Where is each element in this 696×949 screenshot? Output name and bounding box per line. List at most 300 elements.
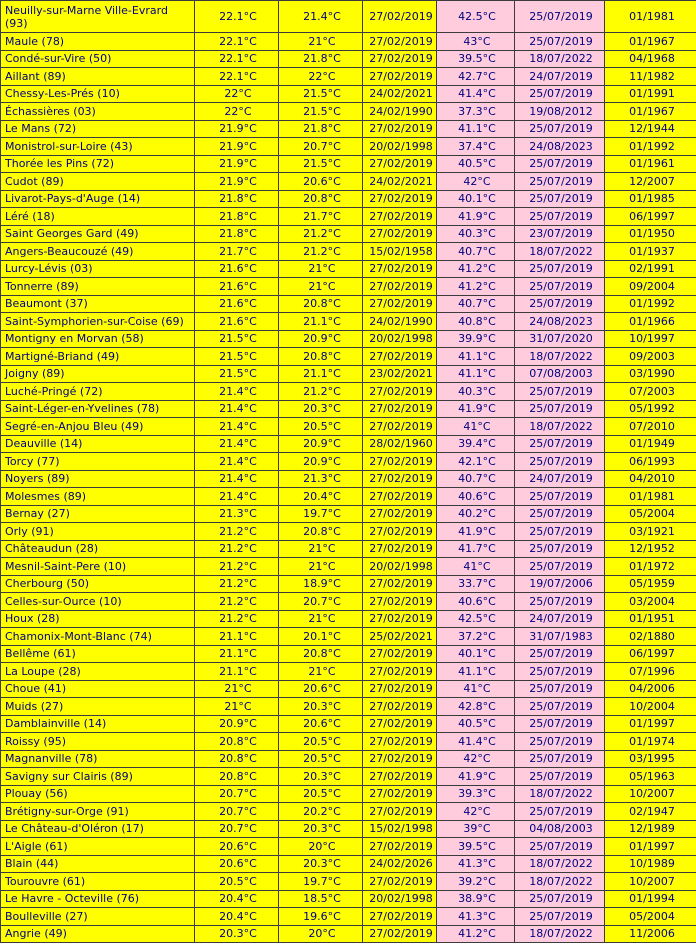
max-temp-feb-cell: 21.6°C — [195, 295, 279, 313]
record-date-feb-cell: 20/02/1998 — [363, 330, 437, 348]
record-temp-jul-cell: 37.2°C — [437, 628, 515, 646]
record-temp-jul-cell: 41.4°C — [437, 85, 515, 103]
records-since-cell: 01/1974 — [605, 733, 696, 751]
record-date-jul-cell: 24/08/2023 — [515, 138, 605, 156]
records-since-cell: 01/1997 — [605, 838, 696, 856]
record-date-feb-cell: 27/02/2019 — [363, 190, 437, 208]
max-temp-feb-cell: 22°C — [195, 103, 279, 121]
table-row — [1, 715, 696, 733]
station-name-cell: Muids (27) — [1, 698, 195, 716]
record-date-feb-cell: 27/02/2019 — [363, 593, 437, 611]
table-row — [1, 103, 696, 121]
record-date-jul-cell: 25/07/2019 — [515, 488, 605, 506]
record-date-feb-cell: 23/02/2021 — [363, 365, 437, 383]
station-name-cell: Aillant (89) — [1, 68, 195, 86]
record-temp-jul-cell: 40.1°C — [437, 645, 515, 663]
max-temp-feb-avg-cell: 21.8°C — [279, 120, 363, 138]
table-row — [1, 890, 696, 908]
station-name-cell: Saint Georges Gard (49) — [1, 225, 195, 243]
record-date-feb-cell: 24/02/1990 — [363, 103, 437, 121]
max-temp-feb-avg-cell: 20.6°C — [279, 715, 363, 733]
table-row — [1, 785, 696, 803]
record-temp-jul-cell: 40.5°C — [437, 715, 515, 733]
record-date-feb-cell: 27/02/2019 — [363, 610, 437, 628]
record-date-jul-cell: 25/07/2019 — [515, 540, 605, 558]
max-temp-feb-cell: 20.8°C — [195, 768, 279, 786]
record-date-jul-cell: 25/07/2019 — [515, 593, 605, 611]
table-row — [1, 1, 696, 33]
max-temp-feb-cell: 20.6°C — [195, 838, 279, 856]
record-date-feb-cell: 27/02/2019 — [363, 838, 437, 856]
station-name-cell: Bernay (27) — [1, 505, 195, 523]
max-temp-feb-avg-cell: 20.9°C — [279, 330, 363, 348]
record-temp-jul-cell: 41.2°C — [437, 260, 515, 278]
records-since-cell: 01/1967 — [605, 103, 696, 121]
record-date-feb-cell: 27/02/2019 — [363, 663, 437, 681]
station-name-cell: Saint-Léger-en-Yvelines (78) — [1, 400, 195, 418]
record-date-feb-cell: 27/02/2019 — [363, 260, 437, 278]
max-temp-feb-cell: 21.9°C — [195, 155, 279, 173]
record-date-jul-cell: 18/07/2022 — [515, 348, 605, 366]
max-temp-feb-avg-cell: 20.2°C — [279, 803, 363, 821]
station-name-cell: Thorée les Pins (72) — [1, 155, 195, 173]
record-date-feb-cell: 27/02/2019 — [363, 120, 437, 138]
records-since-cell: 04/1968 — [605, 50, 696, 68]
max-temp-feb-cell: 21.9°C — [195, 173, 279, 191]
max-temp-feb-avg-cell: 21°C — [279, 663, 363, 681]
max-temp-feb-cell: 21.4°C — [195, 435, 279, 453]
record-temp-jul-cell: 40.5°C — [437, 155, 515, 173]
record-date-jul-cell: 25/07/2019 — [515, 803, 605, 821]
record-date-feb-cell: 25/02/2021 — [363, 628, 437, 646]
records-since-cell: 01/1997 — [605, 715, 696, 733]
records-since-cell: 01/1992 — [605, 138, 696, 156]
max-temp-feb-cell: 21.6°C — [195, 313, 279, 331]
record-date-jul-cell: 07/08/2003 — [515, 365, 605, 383]
station-name-cell: Magnanville (78) — [1, 750, 195, 768]
record-temp-jul-cell: 40.7°C — [437, 295, 515, 313]
record-date-jul-cell: 24/07/2019 — [515, 470, 605, 488]
record-date-feb-cell: 27/02/2019 — [363, 925, 437, 943]
station-name-cell: Luché-Pringé (72) — [1, 383, 195, 401]
max-temp-feb-cell: 21.6°C — [195, 278, 279, 296]
record-temp-jul-cell: 42°C — [437, 173, 515, 191]
station-name-cell: La Loupe (28) — [1, 663, 195, 681]
records-since-cell: 02/1947 — [605, 803, 696, 821]
records-since-cell: 07/1996 — [605, 663, 696, 681]
record-date-jul-cell: 18/07/2022 — [515, 243, 605, 261]
table-row — [1, 645, 696, 663]
station-name-cell: Lurcy-Lévis (03) — [1, 260, 195, 278]
record-date-jul-cell: 31/07/1983 — [515, 628, 605, 646]
record-date-feb-cell: 27/02/2019 — [363, 453, 437, 471]
max-temp-feb-avg-cell: 20°C — [279, 925, 363, 943]
max-temp-feb-avg-cell: 20.8°C — [279, 645, 363, 663]
record-date-jul-cell: 24/07/2019 — [515, 610, 605, 628]
max-temp-feb-avg-cell: 20.8°C — [279, 523, 363, 541]
max-temp-feb-avg-cell: 21°C — [279, 260, 363, 278]
max-temp-feb-avg-cell: 21°C — [279, 610, 363, 628]
max-temp-feb-cell: 20.8°C — [195, 750, 279, 768]
record-date-feb-cell: 27/02/2019 — [363, 383, 437, 401]
records-since-cell: 01/1937 — [605, 243, 696, 261]
station-name-cell: Livarot-Pays-d'Auge (14) — [1, 190, 195, 208]
table-row — [1, 365, 696, 383]
records-since-cell: 12/1989 — [605, 820, 696, 838]
record-temp-jul-cell: 33.7°C — [437, 575, 515, 593]
max-temp-feb-cell: 21.2°C — [195, 523, 279, 541]
record-date-jul-cell: 25/07/2019 — [515, 155, 605, 173]
record-date-jul-cell: 18/07/2022 — [515, 855, 605, 873]
records-since-cell: 01/1991 — [605, 85, 696, 103]
max-temp-feb-avg-cell: 21.1°C — [279, 365, 363, 383]
max-temp-feb-avg-cell: 21.5°C — [279, 85, 363, 103]
max-temp-feb-avg-cell: 20.3°C — [279, 820, 363, 838]
table-row — [1, 50, 696, 68]
station-name-cell: Boulleville (27) — [1, 908, 195, 926]
table-row — [1, 85, 696, 103]
records-since-cell: 09/2004 — [605, 278, 696, 296]
record-date-jul-cell: 25/07/2019 — [515, 663, 605, 681]
record-date-jul-cell: 18/07/2022 — [515, 785, 605, 803]
record-date-jul-cell: 25/07/2019 — [515, 715, 605, 733]
record-temp-jul-cell: 41°C — [437, 558, 515, 576]
record-date-feb-cell: 27/02/2019 — [363, 155, 437, 173]
table-row — [1, 908, 696, 926]
record-temp-jul-cell: 41.9°C — [437, 400, 515, 418]
record-date-jul-cell: 25/07/2019 — [515, 750, 605, 768]
records-since-cell: 04/2010 — [605, 470, 696, 488]
table-row — [1, 260, 696, 278]
record-date-jul-cell: 25/07/2019 — [515, 383, 605, 401]
max-temp-feb-avg-cell: 20.1°C — [279, 628, 363, 646]
station-name-cell: Segré-en-Anjou Bleu (49) — [1, 418, 195, 436]
records-since-cell: 02/1991 — [605, 260, 696, 278]
record-date-feb-cell: 27/02/2019 — [363, 50, 437, 68]
record-date-jul-cell: 25/07/2019 — [515, 523, 605, 541]
max-temp-feb-cell: 21.4°C — [195, 400, 279, 418]
records-since-cell: 11/2006 — [605, 925, 696, 943]
max-temp-feb-avg-cell: 21°C — [279, 558, 363, 576]
station-name-cell: Choue (41) — [1, 680, 195, 698]
max-temp-feb-avg-cell: 20°C — [279, 838, 363, 856]
record-date-jul-cell: 25/07/2019 — [515, 680, 605, 698]
record-date-feb-cell: 27/02/2019 — [363, 505, 437, 523]
station-name-cell: Roissy (95) — [1, 733, 195, 751]
max-temp-feb-avg-cell: 21.5°C — [279, 155, 363, 173]
station-name-cell: Molesmes (89) — [1, 488, 195, 506]
record-temp-jul-cell: 41.1°C — [437, 348, 515, 366]
max-temp-feb-avg-cell: 20.4°C — [279, 488, 363, 506]
max-temp-feb-cell: 22.1°C — [195, 68, 279, 86]
records-since-cell: 01/1949 — [605, 435, 696, 453]
record-date-jul-cell: 25/07/2019 — [515, 260, 605, 278]
station-name-cell: Le Havre - Octeville (76) — [1, 890, 195, 908]
record-temp-jul-cell: 41.1°C — [437, 663, 515, 681]
records-since-cell: 06/1993 — [605, 453, 696, 471]
record-date-feb-cell: 27/02/2019 — [363, 768, 437, 786]
record-date-feb-cell: 27/02/2019 — [363, 698, 437, 716]
max-temp-feb-avg-cell: 20.9°C — [279, 435, 363, 453]
record-date-jul-cell: 19/08/2012 — [515, 103, 605, 121]
records-since-cell: 12/1952 — [605, 540, 696, 558]
record-date-feb-cell: 24/02/1990 — [363, 313, 437, 331]
max-temp-feb-avg-cell: 20.7°C — [279, 138, 363, 156]
max-temp-feb-avg-cell: 18.9°C — [279, 575, 363, 593]
max-temp-feb-cell: 20.7°C — [195, 785, 279, 803]
record-temp-jul-cell: 41.9°C — [437, 523, 515, 541]
records-since-cell: 03/1921 — [605, 523, 696, 541]
record-date-jul-cell: 25/07/2019 — [515, 190, 605, 208]
record-date-feb-cell: 20/02/1998 — [363, 558, 437, 576]
record-date-jul-cell: 25/07/2019 — [515, 768, 605, 786]
records-since-cell: 01/1994 — [605, 890, 696, 908]
record-date-feb-cell: 24/02/2021 — [363, 85, 437, 103]
record-date-feb-cell: 27/02/2019 — [363, 418, 437, 436]
table-row — [1, 628, 696, 646]
record-temp-jul-cell: 39.2°C — [437, 873, 515, 891]
record-date-feb-cell: 27/02/2019 — [363, 225, 437, 243]
max-temp-feb-cell: 20.5°C — [195, 873, 279, 891]
record-date-feb-cell: 27/02/2019 — [363, 733, 437, 751]
record-date-feb-cell: 27/02/2019 — [363, 295, 437, 313]
station-name-cell: Chessy-Les-Prés (10) — [1, 85, 195, 103]
table-row — [1, 488, 696, 506]
max-temp-feb-cell: 21.2°C — [195, 540, 279, 558]
record-date-feb-cell: 27/02/2019 — [363, 1, 437, 33]
record-date-jul-cell: 25/07/2019 — [515, 120, 605, 138]
station-name-cell: Tourouvre (61) — [1, 873, 195, 891]
max-temp-feb-cell: 21°C — [195, 680, 279, 698]
station-name-cell: Damblainville (14) — [1, 715, 195, 733]
max-temp-feb-cell: 21.2°C — [195, 575, 279, 593]
record-date-feb-cell: 27/02/2019 — [363, 540, 437, 558]
max-temp-feb-avg-cell: 19.7°C — [279, 873, 363, 891]
max-temp-feb-cell: 21.9°C — [195, 120, 279, 138]
max-temp-feb-cell: 21.5°C — [195, 330, 279, 348]
station-name-cell: Noyers (89) — [1, 470, 195, 488]
record-date-feb-cell: 27/02/2019 — [363, 750, 437, 768]
station-name-cell: Torcy (77) — [1, 453, 195, 471]
record-date-feb-cell: 27/02/2019 — [363, 400, 437, 418]
max-temp-feb-avg-cell: 19.6°C — [279, 908, 363, 926]
record-temp-jul-cell: 40.8°C — [437, 313, 515, 331]
record-date-feb-cell: 24/02/2026 — [363, 855, 437, 873]
table-row — [1, 505, 696, 523]
station-name-cell: Joigny (89) — [1, 365, 195, 383]
record-temp-jul-cell: 38.9°C — [437, 890, 515, 908]
record-date-jul-cell: 31/07/2020 — [515, 330, 605, 348]
records-since-cell: 12/2007 — [605, 173, 696, 191]
table-row — [1, 348, 696, 366]
max-temp-feb-avg-cell: 21.2°C — [279, 383, 363, 401]
record-date-feb-cell: 27/02/2019 — [363, 470, 437, 488]
max-temp-feb-avg-cell: 20.5°C — [279, 750, 363, 768]
record-temp-jul-cell: 40.7°C — [437, 470, 515, 488]
record-date-feb-cell: 27/02/2019 — [363, 803, 437, 821]
station-name-cell: Châteaudun (28) — [1, 540, 195, 558]
max-temp-feb-cell: 21.5°C — [195, 348, 279, 366]
max-temp-feb-cell: 20.4°C — [195, 890, 279, 908]
max-temp-feb-avg-cell: 20.3°C — [279, 768, 363, 786]
max-temp-feb-cell: 21°C — [195, 698, 279, 716]
records-since-cell: 07/2003 — [605, 383, 696, 401]
table-row — [1, 733, 696, 751]
records-since-cell: 01/1981 — [605, 488, 696, 506]
records-since-cell: 10/1997 — [605, 330, 696, 348]
station-name-cell: Bellême (61) — [1, 645, 195, 663]
record-date-feb-cell: 27/02/2019 — [363, 488, 437, 506]
station-name-cell: Plouay (56) — [1, 785, 195, 803]
table-row — [1, 295, 696, 313]
record-temp-jul-cell: 39.3°C — [437, 785, 515, 803]
table-row — [1, 173, 696, 191]
max-temp-feb-cell: 21.1°C — [195, 663, 279, 681]
record-temp-jul-cell: 41.3°C — [437, 855, 515, 873]
record-temp-jul-cell: 40.2°C — [437, 505, 515, 523]
table-row — [1, 225, 696, 243]
record-date-jul-cell: 18/07/2022 — [515, 925, 605, 943]
station-name-cell: Brétigny-sur-Orge (91) — [1, 803, 195, 821]
station-name-cell: Angrie (49) — [1, 925, 195, 943]
records-since-cell: 06/1997 — [605, 645, 696, 663]
max-temp-feb-avg-cell: 21°C — [279, 33, 363, 51]
station-name-cell: Condé-sur-Vire (50) — [1, 50, 195, 68]
max-temp-feb-avg-cell: 20.9°C — [279, 453, 363, 471]
max-temp-feb-cell: 20.6°C — [195, 855, 279, 873]
max-temp-feb-avg-cell: 21.1°C — [279, 313, 363, 331]
station-name-cell: Léré (18) — [1, 208, 195, 226]
max-temp-feb-cell: 22.1°C — [195, 50, 279, 68]
station-name-cell: Celles-sur-Ource (10) — [1, 593, 195, 611]
record-date-jul-cell: 18/07/2022 — [515, 418, 605, 436]
record-date-feb-cell: 27/02/2019 — [363, 908, 437, 926]
max-temp-feb-avg-cell: 20.8°C — [279, 348, 363, 366]
max-temp-feb-cell: 21.2°C — [195, 593, 279, 611]
record-date-jul-cell: 25/07/2019 — [515, 890, 605, 908]
record-temp-jul-cell: 42.7°C — [437, 68, 515, 86]
records-since-cell: 10/2007 — [605, 873, 696, 891]
record-temp-jul-cell: 39.5°C — [437, 838, 515, 856]
record-date-feb-cell: 27/02/2019 — [363, 645, 437, 663]
record-temp-jul-cell: 42°C — [437, 750, 515, 768]
max-temp-feb-cell: 21.1°C — [195, 628, 279, 646]
station-name-cell: Angers-Beaucouzé (49) — [1, 243, 195, 261]
record-date-jul-cell: 04/08/2003 — [515, 820, 605, 838]
records-since-cell: 10/2007 — [605, 785, 696, 803]
max-temp-feb-avg-cell: 21.5°C — [279, 103, 363, 121]
records-since-cell: 05/2004 — [605, 505, 696, 523]
max-temp-feb-avg-cell: 20.8°C — [279, 295, 363, 313]
max-temp-feb-cell: 22.1°C — [195, 33, 279, 51]
records-since-cell: 10/1989 — [605, 855, 696, 873]
record-date-jul-cell: 24/08/2023 — [515, 313, 605, 331]
max-temp-feb-cell: 21.8°C — [195, 190, 279, 208]
max-temp-feb-avg-cell: 20.6°C — [279, 173, 363, 191]
table-row — [1, 820, 696, 838]
record-date-jul-cell: 25/07/2019 — [515, 733, 605, 751]
station-name-cell: Montigny en Morvan (58) — [1, 330, 195, 348]
record-date-jul-cell: 25/07/2019 — [515, 1, 605, 33]
max-temp-feb-cell: 20.8°C — [195, 733, 279, 751]
table-row — [1, 470, 696, 488]
record-date-feb-cell: 27/02/2019 — [363, 680, 437, 698]
record-date-feb-cell: 27/02/2019 — [363, 873, 437, 891]
max-temp-feb-avg-cell: 19.7°C — [279, 505, 363, 523]
max-temp-feb-cell: 21.3°C — [195, 505, 279, 523]
record-temp-jul-cell: 41.1°C — [437, 120, 515, 138]
max-temp-feb-avg-cell: 20.8°C — [279, 190, 363, 208]
station-name-cell: Martigné-Briand (49) — [1, 348, 195, 366]
table-row — [1, 190, 696, 208]
table-row — [1, 855, 696, 873]
max-temp-feb-cell: 21.2°C — [195, 610, 279, 628]
station-name-cell: Savigny sur Clairis (89) — [1, 768, 195, 786]
table-row — [1, 558, 696, 576]
max-temp-feb-cell: 21.1°C — [195, 645, 279, 663]
station-name-cell: Chamonix-Mont-Blanc (74) — [1, 628, 195, 646]
table-row — [1, 400, 696, 418]
records-since-cell: 03/2004 — [605, 593, 696, 611]
record-temp-jul-cell: 41.1°C — [437, 365, 515, 383]
records-since-cell: 05/1992 — [605, 400, 696, 418]
record-date-jul-cell: 25/07/2019 — [515, 85, 605, 103]
records-since-cell: 06/1997 — [605, 208, 696, 226]
max-temp-feb-cell: 20.7°C — [195, 803, 279, 821]
record-temp-jul-cell: 40.7°C — [437, 243, 515, 261]
record-date-jul-cell: 25/07/2019 — [515, 173, 605, 191]
max-temp-feb-avg-cell: 21°C — [279, 278, 363, 296]
record-date-jul-cell: 25/07/2019 — [515, 698, 605, 716]
record-temp-jul-cell: 43°C — [437, 33, 515, 51]
max-temp-feb-cell: 21.2°C — [195, 558, 279, 576]
records-since-cell: 01/1950 — [605, 225, 696, 243]
table-row — [1, 278, 696, 296]
max-temp-feb-avg-cell: 20.5°C — [279, 733, 363, 751]
max-temp-feb-cell: 21.6°C — [195, 260, 279, 278]
record-date-jul-cell: 25/07/2019 — [515, 908, 605, 926]
max-temp-feb-cell: 20.9°C — [195, 715, 279, 733]
record-date-feb-cell: 15/02/1958 — [363, 243, 437, 261]
record-temp-jul-cell: 39.5°C — [437, 50, 515, 68]
max-temp-feb-cell: 20.7°C — [195, 820, 279, 838]
records-since-cell: 01/1985 — [605, 190, 696, 208]
record-date-jul-cell: 25/07/2019 — [515, 400, 605, 418]
table-row — [1, 155, 696, 173]
table-row — [1, 838, 696, 856]
records-since-cell: 07/2010 — [605, 418, 696, 436]
station-name-cell: Neuilly-sur-Marne Ville-Evrard (93) — [1, 1, 195, 33]
record-temp-jul-cell: 40.3°C — [437, 225, 515, 243]
record-temp-jul-cell: 41.2°C — [437, 925, 515, 943]
record-date-feb-cell: 24/02/2021 — [363, 173, 437, 191]
record-temp-jul-cell: 40.1°C — [437, 190, 515, 208]
max-temp-feb-cell: 21.4°C — [195, 488, 279, 506]
station-name-cell: L'Aigle (61) — [1, 838, 195, 856]
max-temp-feb-cell: 21.5°C — [195, 365, 279, 383]
table-row — [1, 418, 696, 436]
table-row — [1, 33, 696, 51]
record-temp-jul-cell: 39.4°C — [437, 435, 515, 453]
record-temp-jul-cell: 41.9°C — [437, 208, 515, 226]
record-date-feb-cell: 27/02/2019 — [363, 715, 437, 733]
records-since-cell: 01/1981 — [605, 1, 696, 33]
table-row — [1, 313, 696, 331]
max-temp-feb-cell: 21.4°C — [195, 383, 279, 401]
record-date-feb-cell: 27/02/2019 — [363, 523, 437, 541]
record-date-feb-cell: 27/02/2019 — [363, 33, 437, 51]
max-temp-feb-avg-cell: 20.7°C — [279, 593, 363, 611]
